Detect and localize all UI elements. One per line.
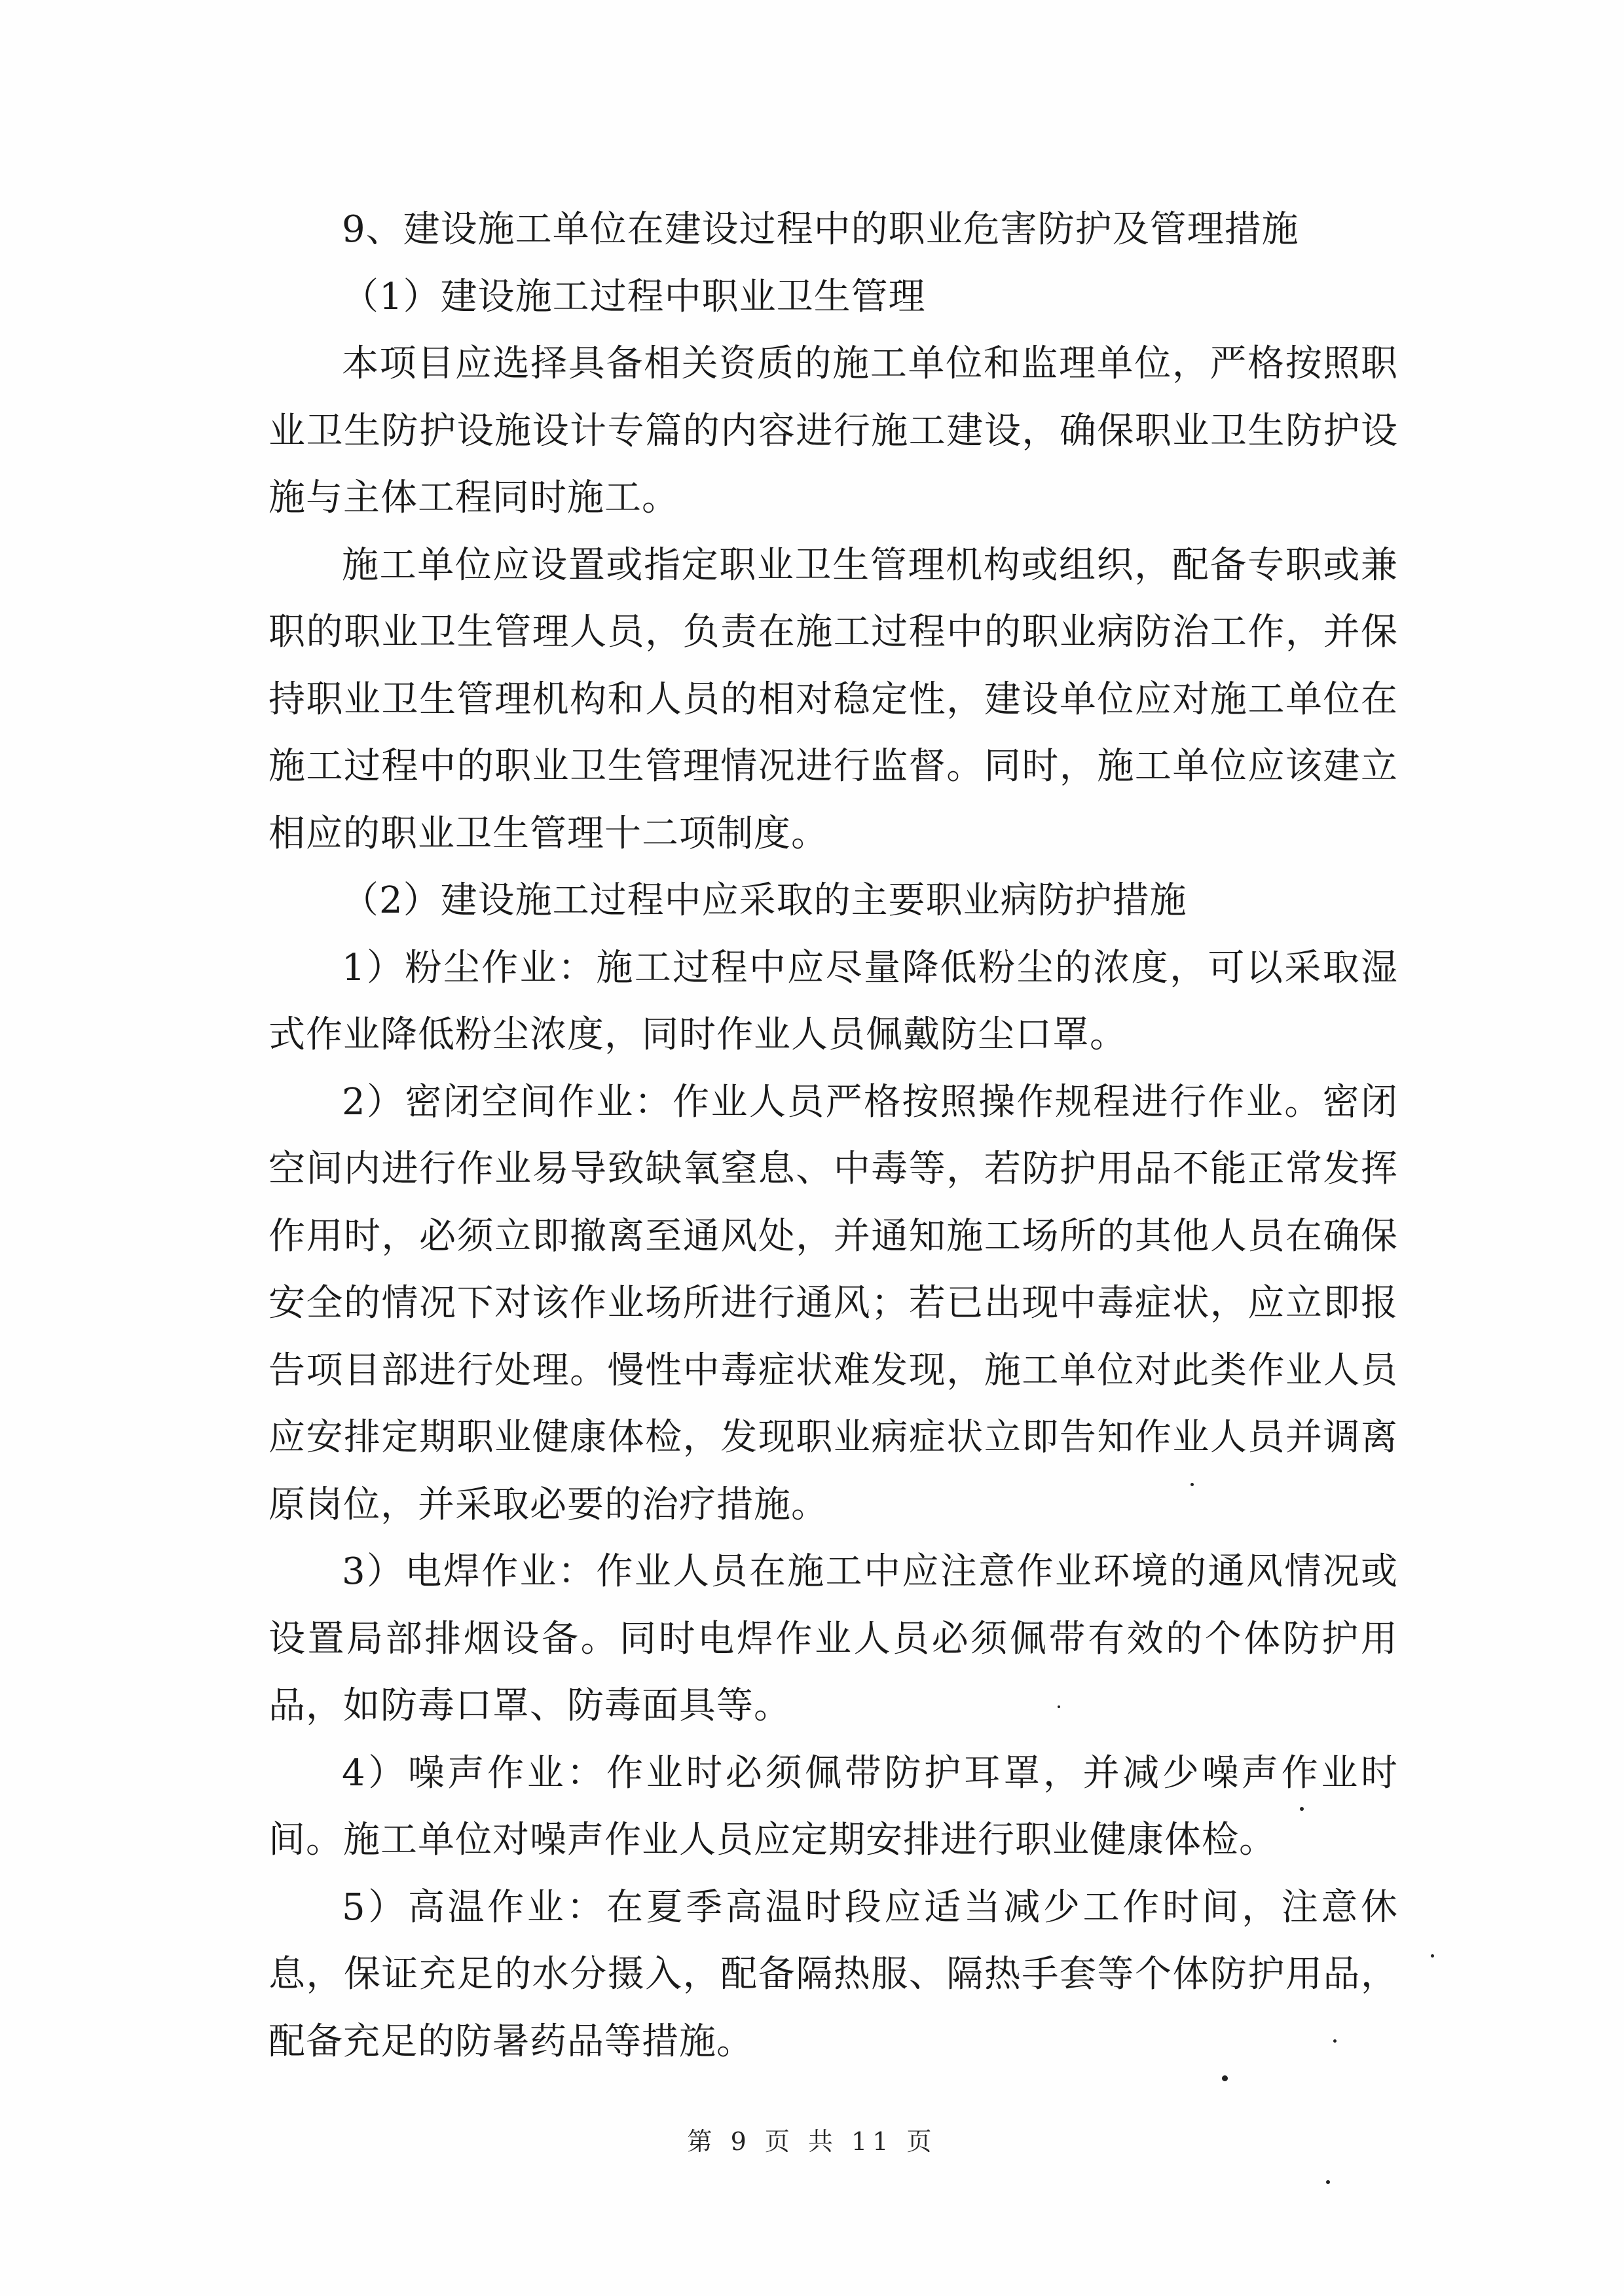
paragraph-2: 施工单位应设置或指定职业卫生管理机构或组织，配备专职或兼职的职业卫生管理人员，负责在施工过程中的职业病防治工作，并保持职业卫生管理机构和人员的相对稳定性，建设单位应对施工单位在施工过程中的职业卫生管理情况进行监督。同时，施工单位应该建立相应的职业卫生管理十二项制度。 [268, 543, 1398, 855]
subsection-heading-1: （1）建设施工过程中职业卫生管理 [342, 275, 926, 318]
measure-item-1: 1）粉尘作业：施工过程中应尽量降低粉尘的浓度，可以采取湿式作业降低粉尘浓度，同时作业人员佩戴防尘口罩。 [268, 946, 1398, 1056]
scan-speck [1222, 2075, 1228, 2081]
scan-speck [1333, 2039, 1337, 2043]
scan-speck [1431, 1954, 1434, 1958]
document-body [268, 196, 1398, 2075]
paragraph-1: 本项目应选择具备相关资质的施工单位和监理单位，严格按照职业卫生防护设施设计专篇的内容进行施工建设，确保职业卫生防护设施与主体工程同时施工。 [268, 342, 1398, 519]
section-heading: 9、建设施工单位在建设过程中的职业危害防护及管理措施 [342, 208, 1299, 251]
measure-item-3: 3）电焊作业：作业人员在施工中应注意作业环境的通风情况或设置局部排烟设备。同时电焊作业人员必须佩带有效的个体防护用品，如防毒口罩、防毒面具等。 [268, 1550, 1398, 1727]
scan-speck [1058, 1705, 1060, 1708]
page-number-footer: 第 9 页 共 11 页 [687, 2127, 937, 2156]
scan-speck [1300, 1807, 1304, 1811]
subsection-heading-2: （2）建设施工过程中应采取的主要职业病防护措施 [342, 879, 1187, 922]
scan-speck [1326, 2180, 1330, 2184]
measure-item-4: 4）噪声作业：作业时必须佩带防护耳罩，并减少噪声作业时间。施工单位对噪声作业人员应定期安排进行职业健康体检。 [268, 1751, 1398, 1861]
scan-speck [1190, 1483, 1194, 1486]
measure-item-2: 2）密闭空间作业：作业人员严格按照操作规程进行作业。密闭空间内进行作业易导致缺氧窒息、中毒等，若防护用品不能正常发挥作用时，必须立即撤离至通风处，并通知施工场所的其他人员在确保安全的情况下对该作业场所进行通风；若已出现中毒症状，应立即报告项目部进行处理。慢性中毒症状难发现，施工单位对此类作业人员应安排定期职业健康体检，发现职业病症状立即告知作业人员并调离原岗位，并采取必要的治疗措施。 [268, 1080, 1398, 1526]
measure-item-5: 5）高温作业：在夏季高温时段应适当减少工作时间，注意休息，保证充足的水分摄入，配备隔热服、隔热手套等个体防护用品，配备充足的防暑药品等措施。 [268, 1886, 1398, 2063]
